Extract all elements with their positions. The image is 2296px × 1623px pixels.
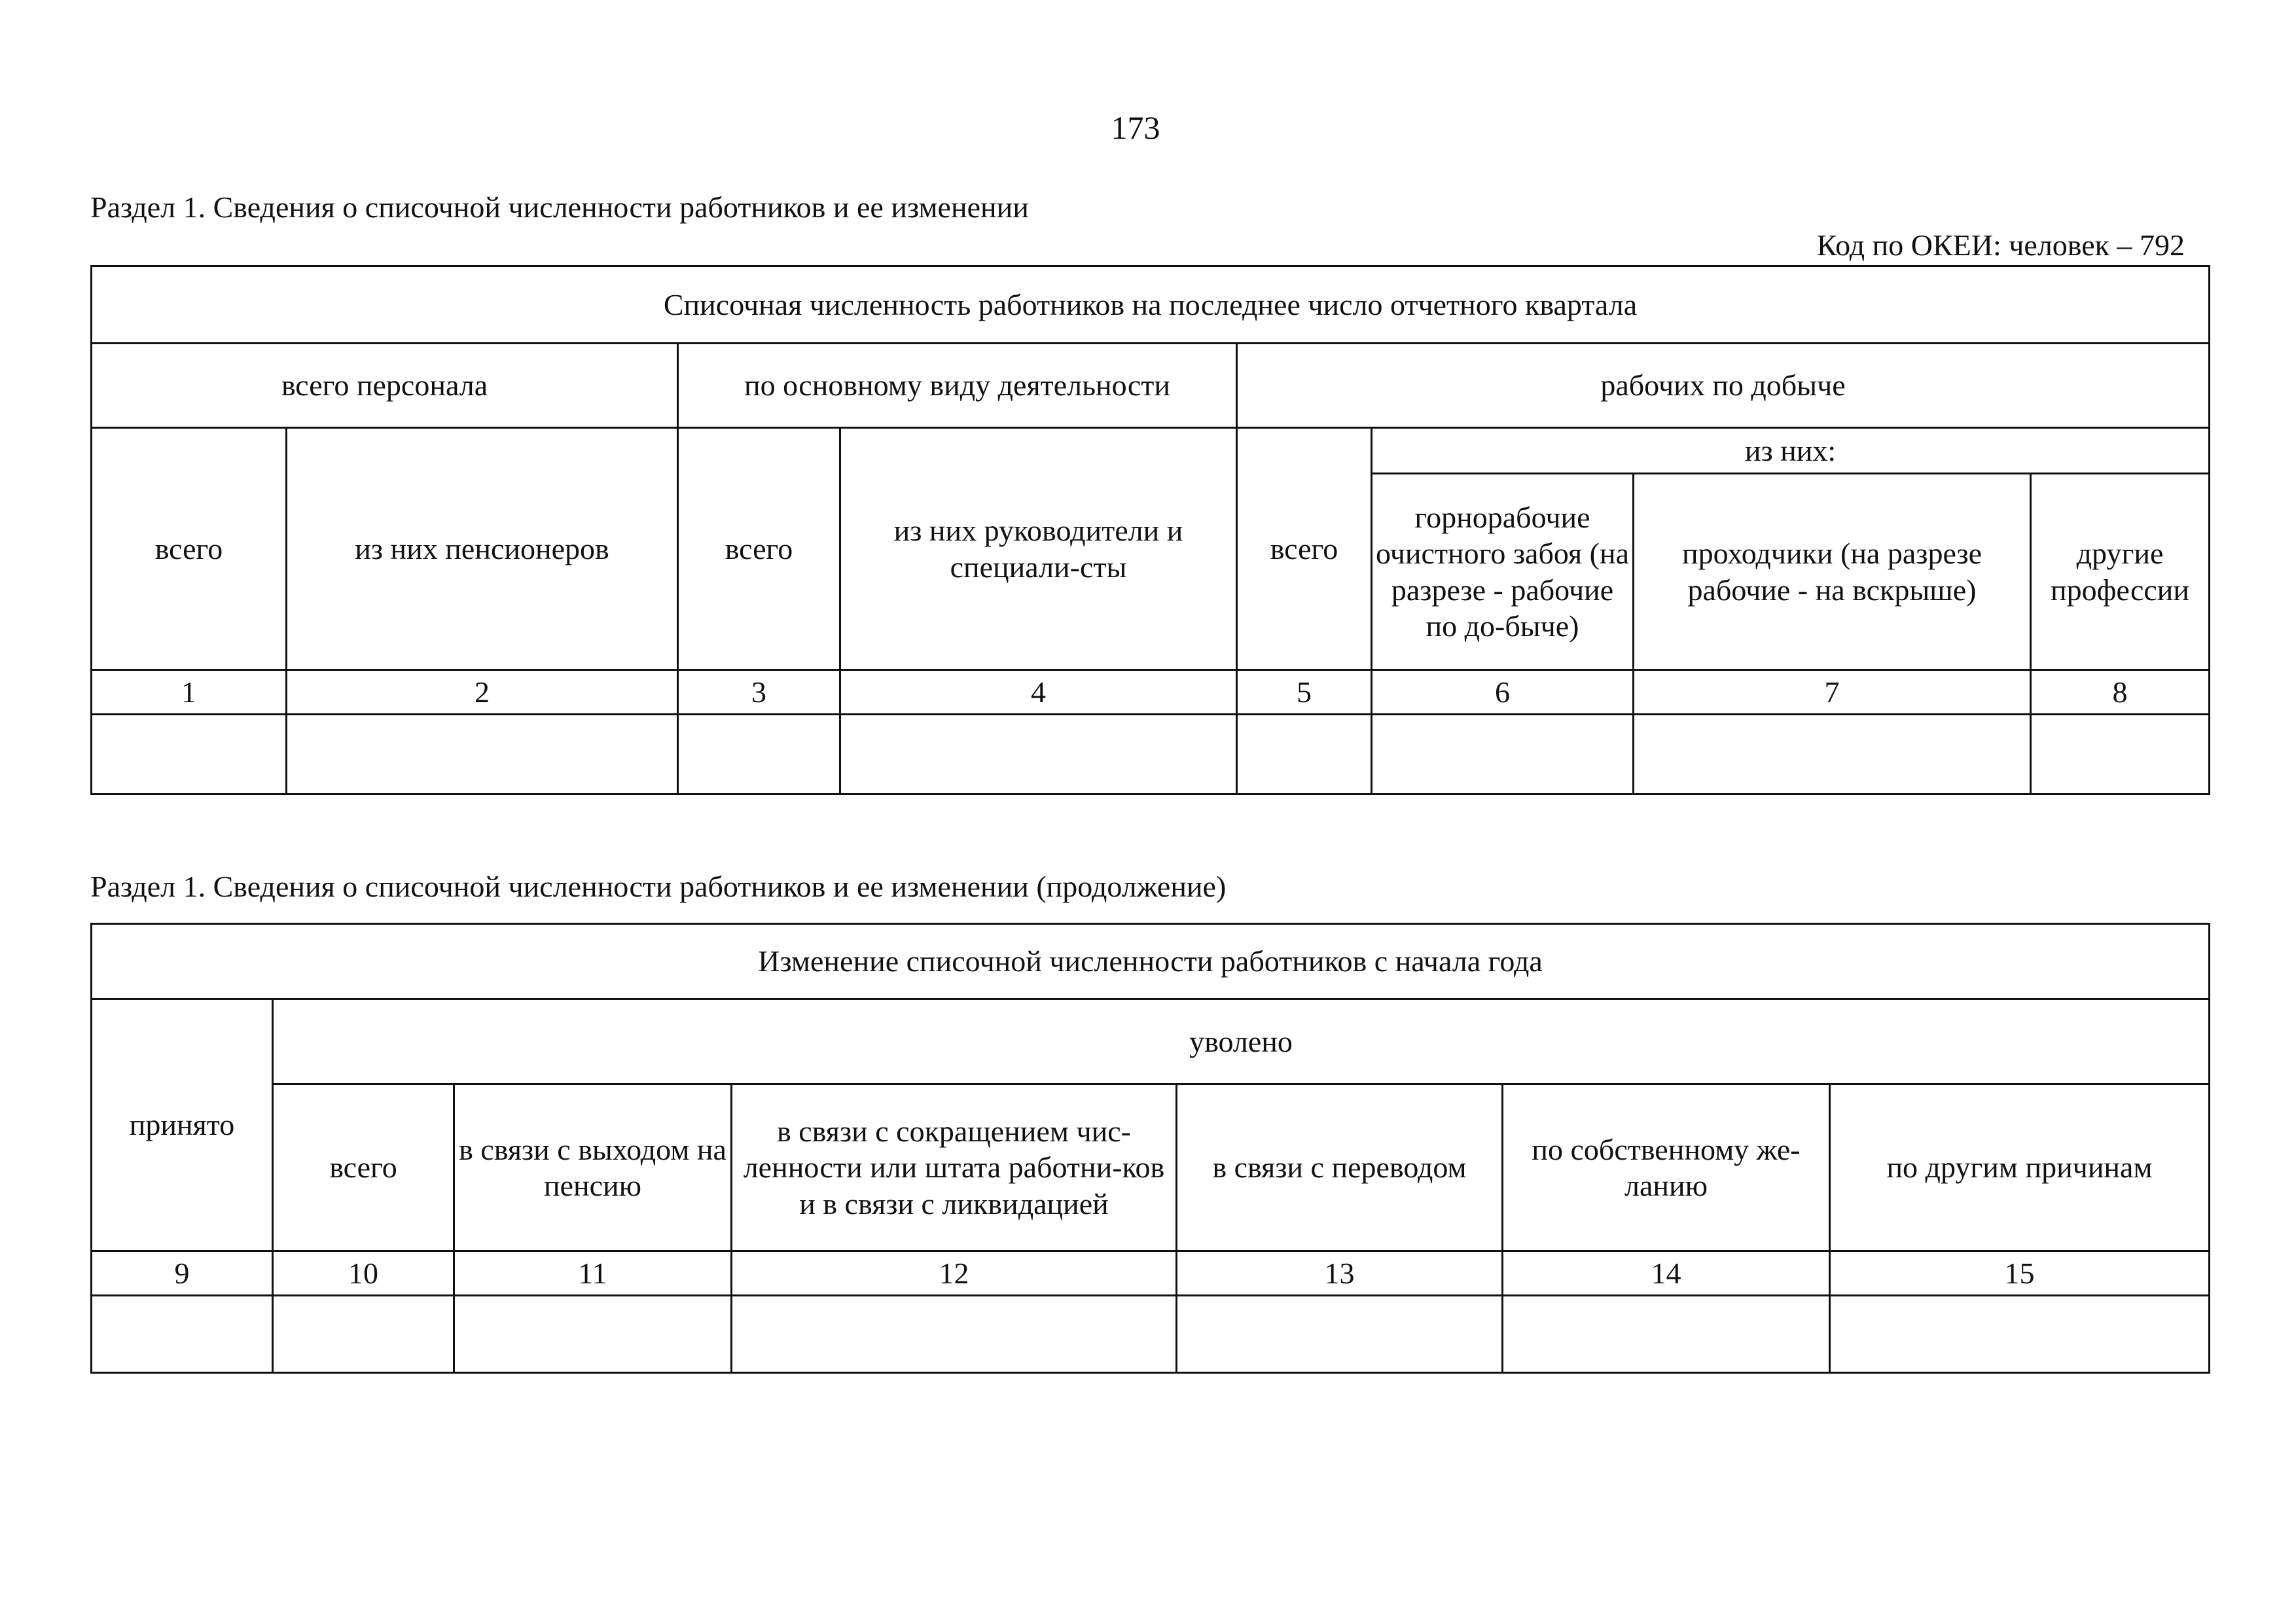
- column-number-8: 8: [2031, 670, 2210, 715]
- data-cell-1[interactable]: [92, 715, 287, 794]
- data-cell-15[interactable]: [1830, 1296, 2210, 1373]
- column-number-11: 11: [454, 1251, 732, 1296]
- column-number-7: 7: [1634, 670, 2031, 715]
- column-number-15: 15: [1830, 1251, 2210, 1296]
- data-cell-9[interactable]: [92, 1296, 273, 1373]
- page-number: 173: [1111, 109, 1160, 146]
- data-cell-2[interactable]: [287, 715, 678, 794]
- column-header-8: другие профессии: [2031, 474, 2210, 670]
- column-header-11: в связи с выходом на пенсию: [454, 1084, 732, 1251]
- okei-code: Код по ОКЕИ: человек – 792: [1816, 228, 2185, 262]
- column-header-2: из них пенсионеров: [287, 428, 678, 670]
- column-number-9: 9: [92, 1251, 273, 1296]
- headcount-change-table: [90, 923, 2210, 1374]
- column-header-1: всего: [92, 428, 287, 670]
- data-cell-7[interactable]: [1634, 715, 2031, 794]
- group-mining-workers: рабочих по добыче: [1237, 344, 2210, 428]
- of-them-label: из них:: [1372, 428, 2210, 474]
- data-cell-5[interactable]: [1237, 715, 1372, 794]
- column-number-13: 13: [1177, 1251, 1503, 1296]
- data-cell-8[interactable]: [2031, 715, 2210, 794]
- column-header-15: по другим причинам: [1830, 1084, 2210, 1251]
- group-main-activity: по основному виду деятельности: [678, 344, 1237, 428]
- column-header-12: в связи с сокращением чис-ленности или штата работни-ков и в связи с ликвидацией: [732, 1084, 1177, 1251]
- column-number-6: 6: [1372, 670, 1634, 715]
- column-number-5: 5: [1237, 670, 1372, 715]
- table-header-main: Изменение списочной численности работников с начала года: [92, 924, 2210, 999]
- data-cell-11[interactable]: [454, 1296, 732, 1373]
- column-number-1: 1: [92, 670, 287, 715]
- column-header-hired: принято: [92, 999, 273, 1251]
- data-cell-14[interactable]: [1503, 1296, 1830, 1373]
- column-number-14: 14: [1503, 1251, 1830, 1296]
- section-1-title: Раздел 1. Сведения о списочной численности работников и ее изменении: [90, 190, 1029, 224]
- column-header-7: проходчики (на разрезе рабочие - на вскрыше): [1634, 474, 2031, 670]
- data-cell-13[interactable]: [1177, 1296, 1503, 1373]
- column-number-2: 2: [287, 670, 678, 715]
- data-cell-4[interactable]: [840, 715, 1237, 794]
- column-number-4: 4: [840, 670, 1237, 715]
- column-header-10: всего: [273, 1084, 454, 1251]
- column-header-13: в связи с переводом: [1177, 1084, 1503, 1251]
- column-number-3: 3: [678, 670, 840, 715]
- group-total-staff: всего персонала: [92, 344, 678, 428]
- column-number-10: 10: [273, 1251, 454, 1296]
- column-number-12: 12: [732, 1251, 1177, 1296]
- data-cell-12[interactable]: [732, 1296, 1177, 1373]
- table-header-main: Списочная численность работников на последнее число отчетного квартала: [92, 266, 2210, 344]
- column-header-5: всего: [1237, 428, 1372, 670]
- column-header-4: из них руководители и специали-сты: [840, 428, 1237, 670]
- headcount-table: [90, 265, 2210, 795]
- column-header-3: всего: [678, 428, 840, 670]
- group-dismissed: уволено: [273, 999, 2210, 1084]
- data-cell-3[interactable]: [678, 715, 840, 794]
- data-cell-6[interactable]: [1372, 715, 1634, 794]
- column-header-14: по собственному же-ланию: [1503, 1084, 1830, 1251]
- column-header-6: горнорабочие очистного забоя (на разрезе - рабочие по до-быче): [1372, 474, 1634, 670]
- section-1-continuation-title: Раздел 1. Сведения о списочной численности работников и ее изменении (продолжение): [90, 870, 1227, 903]
- data-cell-10[interactable]: [273, 1296, 454, 1373]
